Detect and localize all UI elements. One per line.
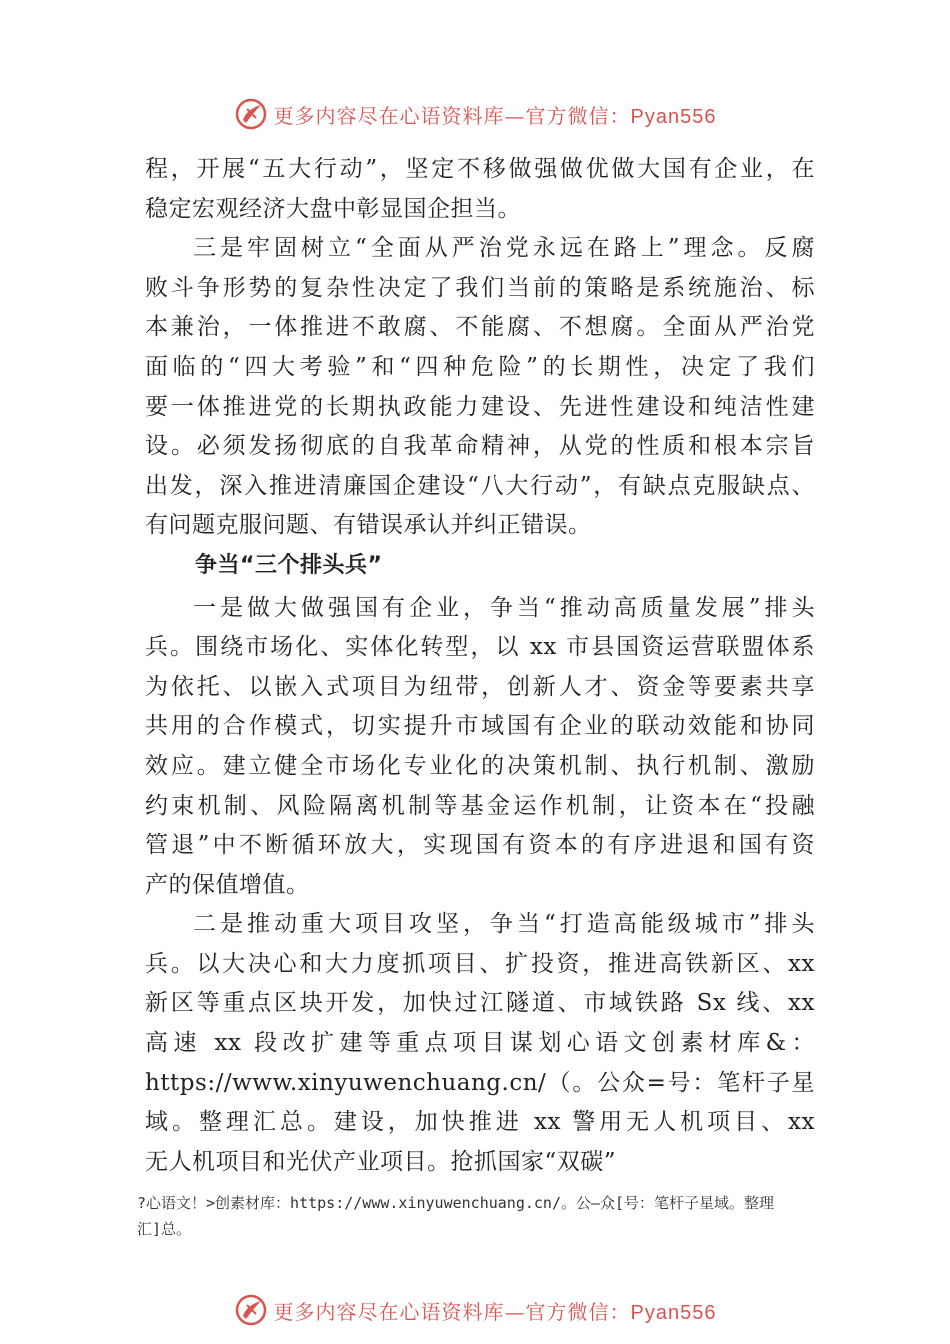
banner-text: [274, 100, 717, 129]
banner-label: 更多内容尽在心语资料库—官方微信：: [273, 1299, 631, 1324]
paragraph-line: 高速 xx 段改扩建等重点项目谋划心语文创素材库&：: [145, 1030, 815, 1057]
paragraph-line: 有问题克服问题、有错误承认并纠正错误。: [145, 512, 592, 539]
paragraph-line: 三是牢固树立“全面从严治党永远在路上”理念。反腐: [193, 235, 815, 262]
paragraph-line: 无人机项目和光伏产业项目。抢抓国家“双碳”: [145, 1148, 617, 1175]
paragraph-line: 要一体推进党的长期执政能力建设、先进性建设和纯洁性建: [145, 393, 815, 420]
banner-wechat-id: Pyan556: [630, 1301, 717, 1324]
paragraph-line: 本兼治，一体推进不敢腐、不能腐、不想腐。全面从严治党: [145, 314, 815, 341]
paragraph-line: https://www.xinyuwenchuang.cn/（。公众=号：笔杆子星: [145, 1069, 815, 1096]
paragraph-line: 面临的“四大考验”和“四种危险”的长期性，决定了我们: [145, 353, 815, 380]
header-banner: [0, 94, 950, 134]
document-body: [145, 150, 815, 1182]
paragraph-line: 域。整理汇总。建设，加快推进 xx 警用无人机项目、xx: [145, 1109, 815, 1136]
paragraph-line: 新区等重点区块开发，加快过江隧道、市域铁路 Sx 线、xx: [145, 990, 815, 1017]
paragraph-line: 管退”中不断循环放大，实现国有资本的有序进退和国有资: [145, 832, 815, 859]
paragraph-line: 兵。围绕市场化、实体化转型，以 xx 市县国资运营联盟体系: [145, 634, 815, 661]
paragraph-line: 约束机制、风险隔离机制等基金运作机制，让资本在“投融: [145, 792, 815, 819]
footer-banner: [0, 1290, 950, 1330]
paragraph-line: 一是做大做强国有企业，争当“推动高质量发展”排头: [193, 594, 815, 621]
paragraph-line: 出发，深入推进清廉国企建设“八大行动”，有缺点克服缺点、: [145, 472, 815, 499]
paragraph-line: 为依托、以嵌入式项目为纽带，创新人才、资金等要素共享: [145, 673, 815, 700]
banner-label: 更多内容尽在心语资料库—官方微信：: [273, 103, 631, 128]
paragraph-line: 产的保值增值。: [145, 871, 310, 898]
paragraph-line: 二是推动重大项目攻坚，争当“打造高能级城市”排头: [193, 911, 815, 938]
banner-text: [274, 1296, 717, 1325]
paragraph-line: 设。必须发扬彻底的自我革命精神，从党的性质和根本宗旨: [145, 433, 815, 460]
banner-wechat-id: Pyan556: [630, 105, 717, 128]
footnote: [137, 1190, 837, 1242]
footnote-line: ?心语文！>创素材库：https://www.xinyuwenchuang.cn/。公—众[号：笔杆子星域。整理: [137, 1194, 775, 1212]
footnote-line: 汇]总。: [137, 1220, 192, 1238]
paragraph-line: 稳定宏观经济大盘中彰显国企担当。: [145, 195, 521, 222]
paragraph-line: 败斗争形势的复杂性决定了我们当前的策略是系统施治、标: [145, 274, 815, 301]
paragraph-line: 程，开展“五大行动”，坚定不移做强做优做大国有企业，在: [145, 156, 815, 182]
section-heading: 争当“三个排头兵”: [195, 552, 383, 578]
paragraph-line: 兵。以大决心和大力度抓项目、扩投资，推进高铁新区、xx: [145, 950, 815, 977]
paragraph-line: 共用的合作模式，切实提升市域国有企业的联动效能和协同: [145, 713, 815, 740]
brand-logo-icon: [234, 97, 268, 131]
brand-logo-icon: [234, 1293, 268, 1327]
paragraph-line: 效应。建立健全市场化专业化的决策机制、执行机制、激励: [145, 752, 815, 779]
